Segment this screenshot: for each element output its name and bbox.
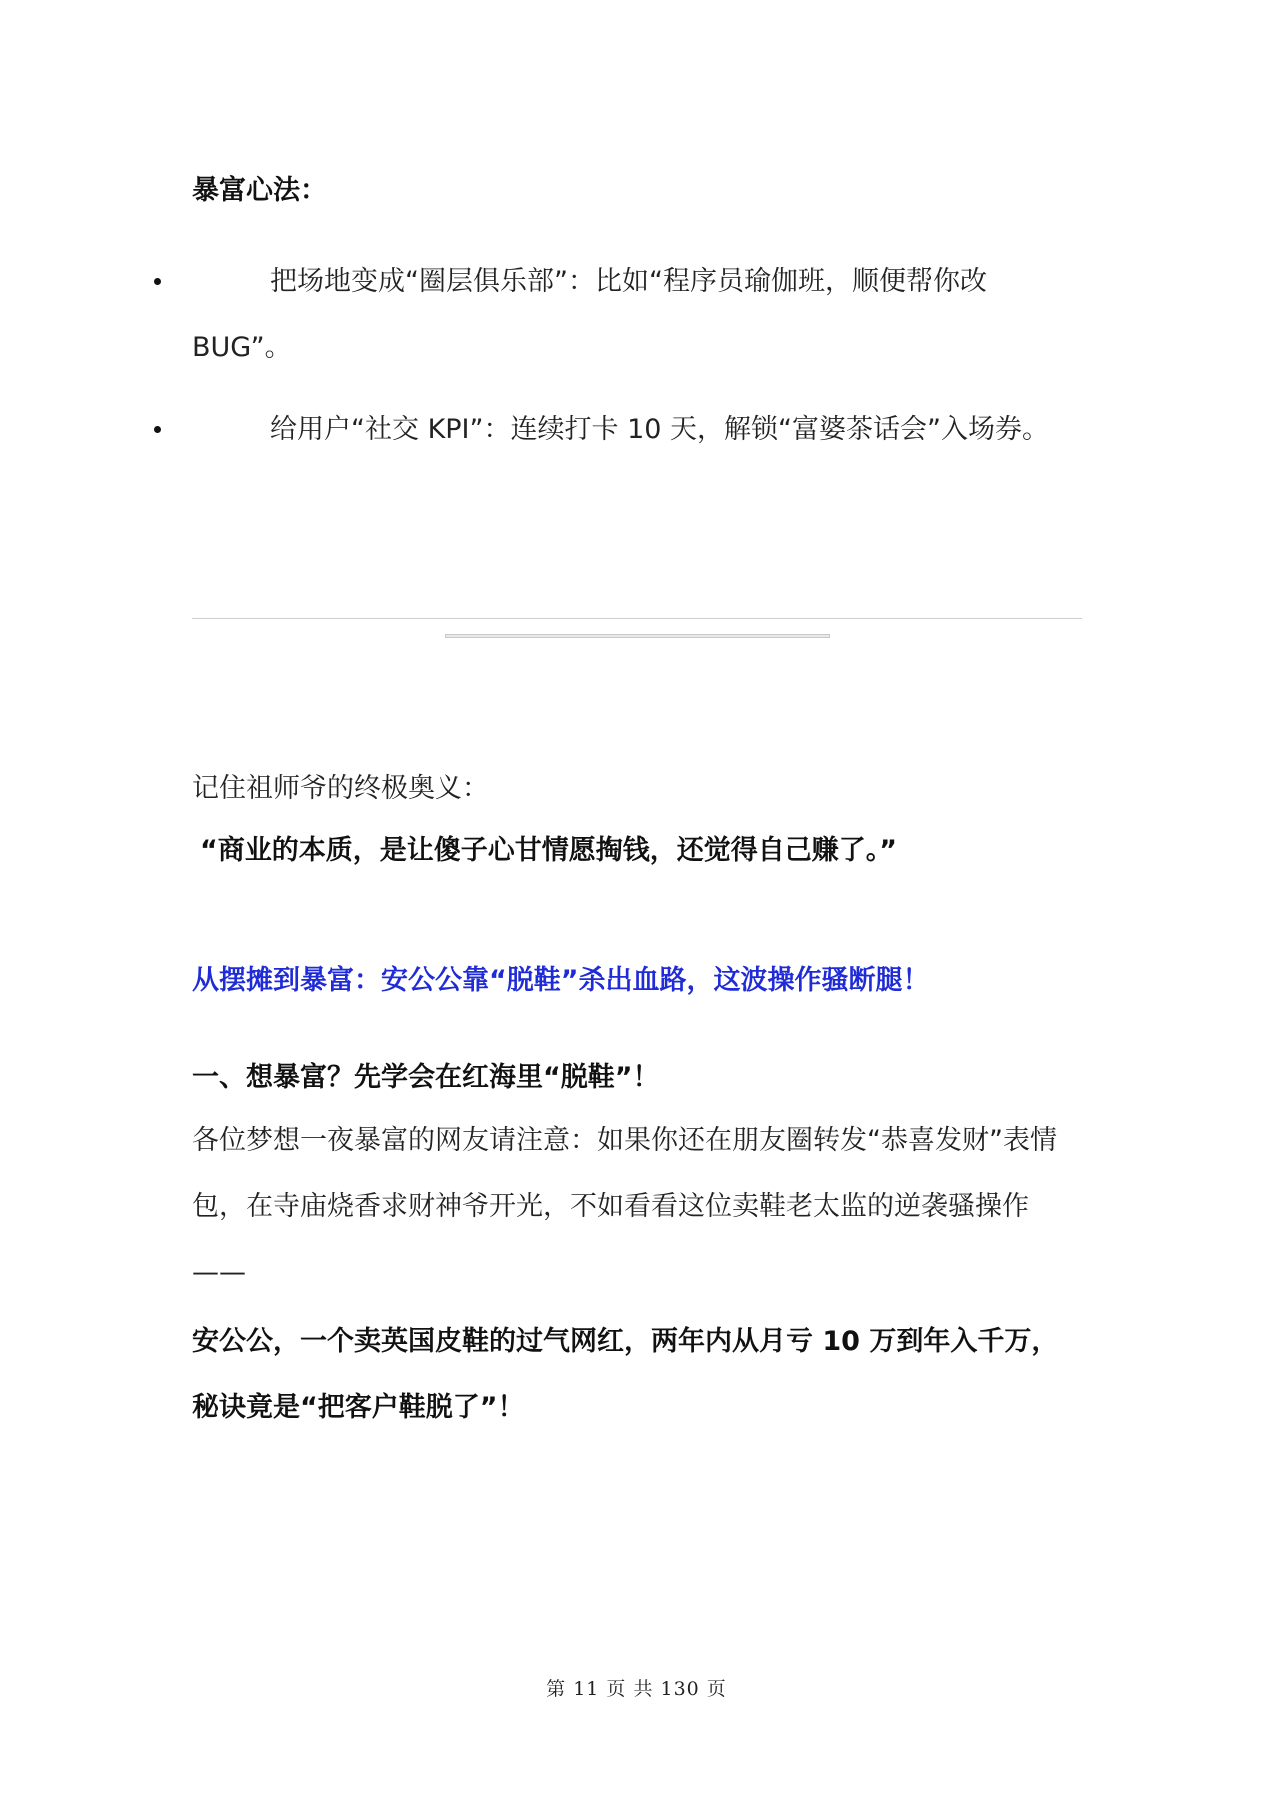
list-item bbox=[192, 397, 1082, 463]
divider-bar bbox=[445, 634, 830, 638]
list-item bbox=[192, 249, 1082, 381]
remember-line: 记住祖师爷的终极奥义： bbox=[192, 773, 489, 804]
article-title: 从摆摊到暴富：安公公靠“脱鞋”杀出血路，这波操作骚断腿！ bbox=[192, 965, 930, 996]
horizontal-rule bbox=[192, 618, 1082, 619]
list-item-text: 给用户“社交 KPI”：连续打卡 10 天，解锁“富婆茶话会”入场券。 bbox=[270, 414, 1050, 445]
section-heading: 暴富心法： bbox=[192, 175, 327, 206]
list-item-text: 把场地变成“圈层俱乐部”：比如“程序员瑜伽班，顺便帮你改BUG”。 bbox=[192, 266, 987, 363]
subheading: 一、想暴富？先学会在红海里“脱鞋”！ bbox=[192, 1062, 660, 1093]
body-paragraph: 各位梦想一夜暴富的网友请注意：如果你还在朋友圈转发“恭喜发财”表情包，在寺庙烧香求财神爷开光，不如看看这位卖鞋老太监的逆袭骚操作—— bbox=[192, 1125, 1057, 1288]
bullet-icon bbox=[154, 278, 161, 285]
bold-paragraph: 安公公，一个卖英国皮鞋的过气网红，两年内从月亏 10 万到年入千万，秘诀竟是“把客户鞋脱了”！ bbox=[192, 1326, 1059, 1423]
quote-text: “商业的本质，是让傻子心甘情愿掏钱，还觉得自己赚了。” bbox=[200, 835, 897, 866]
page-footer: 第 11 页 共 130 页 bbox=[546, 1678, 727, 1700]
bullet-icon bbox=[154, 426, 161, 433]
